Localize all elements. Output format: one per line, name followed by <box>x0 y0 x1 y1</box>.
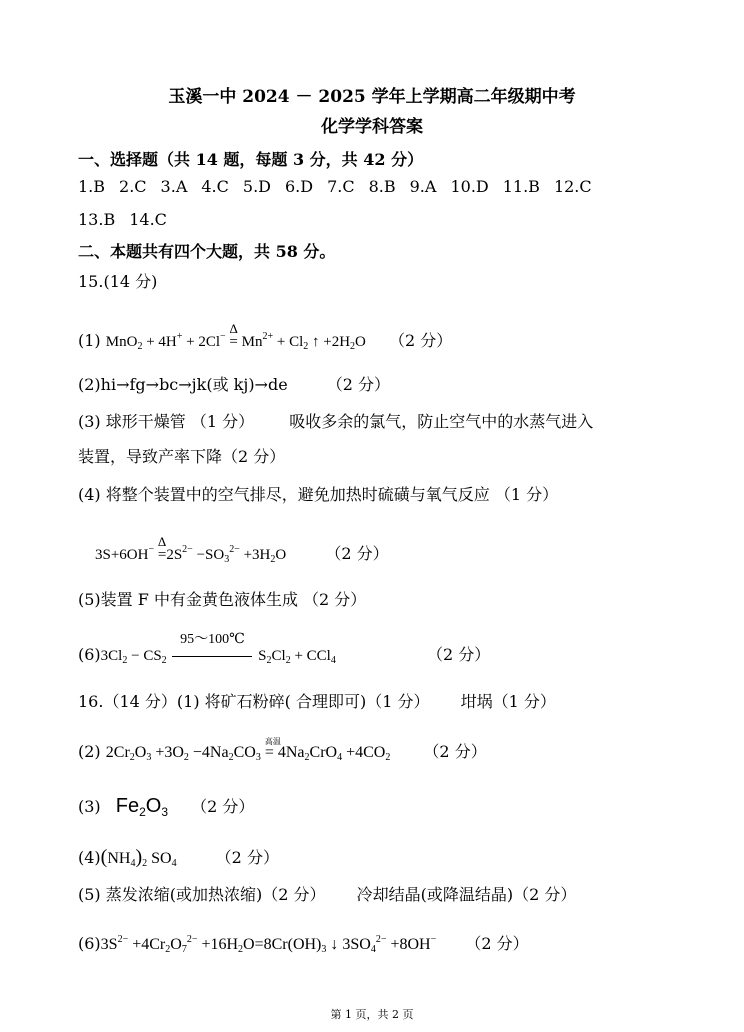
answer-item: 4.C <box>201 177 229 196</box>
q15-part2-text: (2)hi→fg→bc→jk(或 kj)→de <box>78 375 288 394</box>
q15-part6-score: （2 分） <box>426 645 491 664</box>
answer-item: 9.A <box>409 177 437 196</box>
answer-item: 14.C <box>129 210 167 229</box>
answer-item: 10.D <box>450 177 489 196</box>
q16-part5-text-b: 冷却结晶(或降温结晶)（2 分） <box>356 885 577 904</box>
section1-heading: 一、选择题（共 14 题，每题 3 分，共 42 分） <box>78 150 424 169</box>
q15-part3-text-b: 吸收多余的氯气，防止空气中的水蒸气进入 <box>289 412 594 431</box>
answer-item: 3.A <box>160 177 188 196</box>
q16-part3-label: (3) <box>78 797 101 816</box>
q16-part5-text-a: (5) 蒸发浓缩(或加热浓缩)（2 分） <box>78 885 326 904</box>
q15-part5: (5)装置 F 中有金黄色液体生成 （2 分） <box>78 590 367 609</box>
q15-part3-line1 <box>78 412 593 432</box>
answer-item: 8.B <box>368 177 396 196</box>
q16-part2-label: (2) <box>78 742 101 761</box>
q15-part4-equation-line <box>95 534 389 570</box>
answers-row-2 <box>78 210 181 230</box>
q16-part2-equation: $2Cr_2O_3 +3O_2 -4Na_2CO_3$ 高温 = $4Na_2CrO_4 +4CO_2$ <box>106 744 391 761</box>
answer-item: 2.C <box>119 177 147 196</box>
q16-part1-text: 16.（14 分）(1) 将矿石粉碎( 合理即可)（1 分） <box>78 692 430 711</box>
document-title: 玉溪一中 2024 － 2025 学年上学期高二年级期中考 <box>168 87 576 107</box>
q16-part2 <box>78 737 487 768</box>
document-subtitle: 化学学科答案 <box>321 117 423 137</box>
q15-part3-line2: 装置，导致产率下降（2 分） <box>78 447 286 466</box>
q15-part4: (4) 将整个装置中的空气排尽，避免加热时硫磺与氧气反应 （1 分） <box>78 485 559 504</box>
q15-part6-label: (6) <box>78 645 101 664</box>
q15-part3-text-a: (3) 球形干燥管 （1 分） <box>78 412 255 431</box>
q16-part4 <box>78 847 279 874</box>
q15-part6-equation: $3Cl_2 - CS_2$ 95～100℃ $S_2Cl_2 + CCl_4$ <box>100 632 336 666</box>
q16-part4-score: （2 分） <box>215 848 279 867</box>
page-footer: 第 1 页，共 2 页 <box>330 1008 414 1021</box>
q16-part6-equation: $3S^{2-} +4Cr_2O_7^{2-} +16H_2O=8Cr(OH)_3$ ↓ $3SO_4^{2-} +8OH^-$ <box>100 934 437 955</box>
q16-part3-formula: $Fe_2O_3$ <box>115 795 169 819</box>
answer-item: 12.C <box>553 177 592 196</box>
q16-part3 <box>78 796 254 822</box>
q16-part1-text-b: 坩埚（1 分） <box>460 692 556 711</box>
section2-heading: 二、本题共有四个大题，共 58 分。 <box>78 242 336 261</box>
answer-item: 7.C <box>327 177 355 196</box>
q15-part1-equation: MnO$_2$ + 4H+ + 2Cl− Δ = $Mn^{2+} + Cl_2$ ↑ $+2H_2O$ <box>105 321 366 352</box>
q16-part6 <box>78 930 529 960</box>
q16-part3-score: （2 分） <box>191 797 255 816</box>
q15-part6 <box>78 632 491 671</box>
q15-part1-label: (1) <box>78 331 101 350</box>
q15-part2 <box>78 375 390 395</box>
q16-part5 <box>78 885 576 905</box>
q16-part4-formula: $(NH_4)_2$ $SO_4$ <box>100 846 177 869</box>
q16-part4-label: (4) <box>78 848 101 867</box>
q15-label: 15.(14 分) <box>78 272 158 291</box>
answer-item: 13.B <box>78 210 116 229</box>
q15-part1 <box>78 321 453 357</box>
q16-part6-score: （2 分） <box>465 934 529 953</box>
q15-part4-score: （2 分） <box>325 544 389 563</box>
q16-part6-label: (6) <box>78 934 101 953</box>
q15-part4-equation: 3S+6OH− Δ $=2S^{2-} -SO_3^{2-} +3H_2O$ <box>95 534 287 565</box>
q16-part1 <box>78 692 556 712</box>
q15-part6-condition: 95～100℃ <box>180 632 245 647</box>
answers-row-1 <box>78 177 606 197</box>
q15-part2-score: （2 分） <box>326 375 391 394</box>
answer-item: 11.B <box>502 177 540 196</box>
answer-item: 6.D <box>284 177 314 196</box>
answer-item: 1.B <box>78 177 106 196</box>
q16-part2-score: （2 分） <box>423 742 487 761</box>
q16-part2-condition: 高温 <box>264 737 281 746</box>
answer-item: 5.D <box>242 177 271 196</box>
q15-part1-score: （2 分） <box>388 331 453 350</box>
